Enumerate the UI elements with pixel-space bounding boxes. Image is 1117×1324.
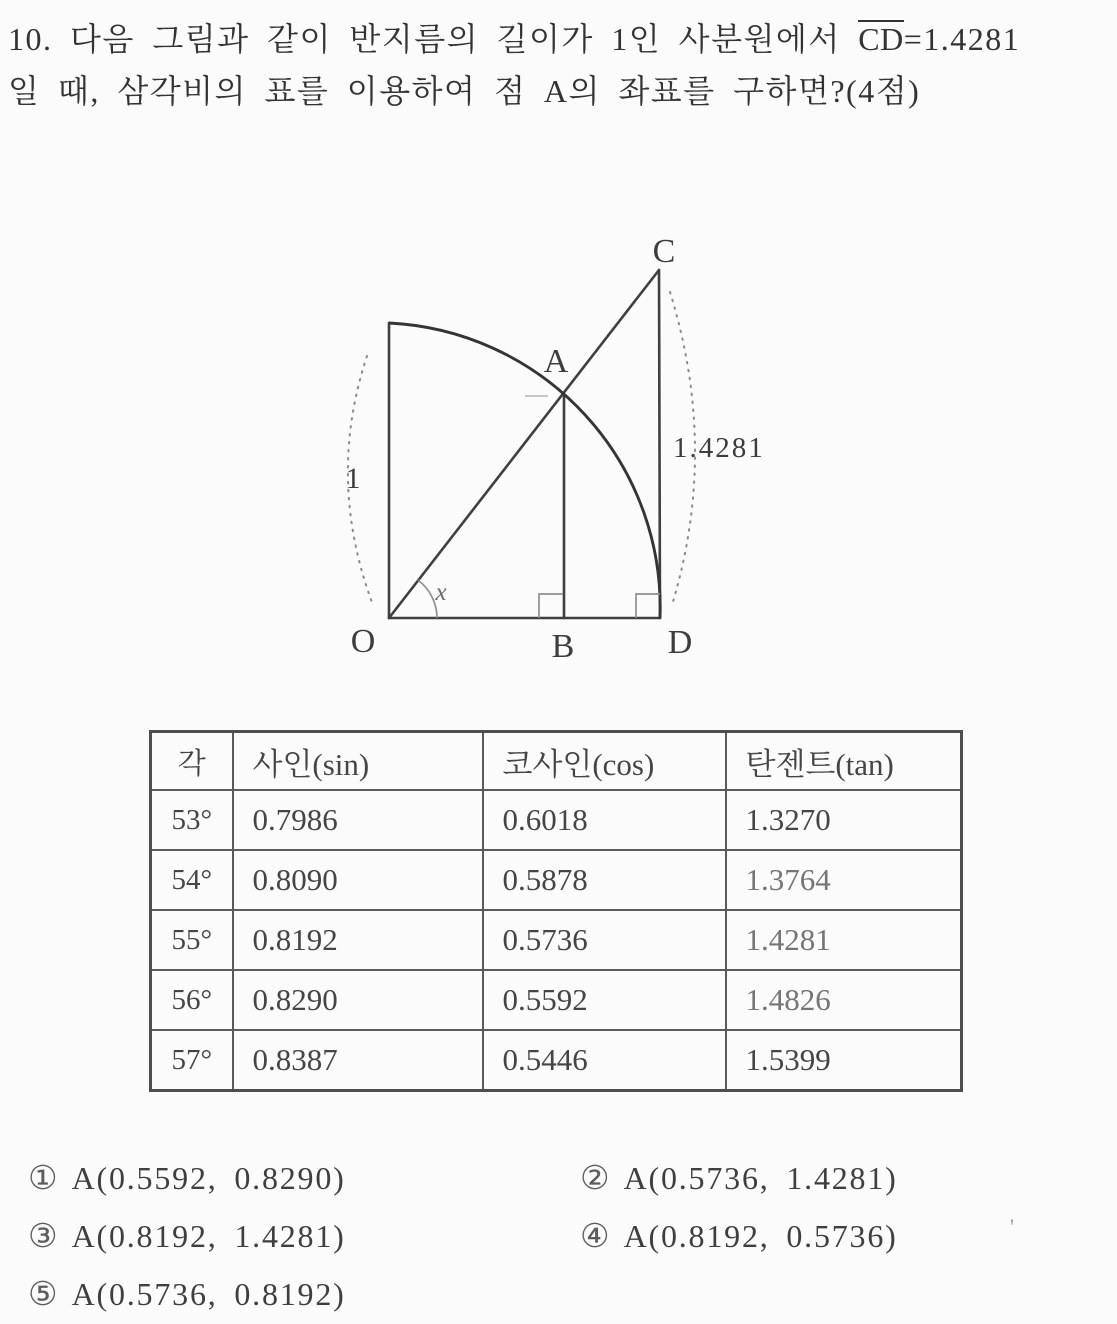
segment-cd-overline: CD [858,21,904,57]
cell-tan: 1.3764 [726,850,962,910]
cd-length-label: 1.4281 [673,432,765,464]
cell-cos: 0.5592 [483,970,726,1030]
question-text-line1 [8,14,1020,60]
choice-5 [28,1274,346,1314]
choice-4-marker: ④ [580,1219,610,1255]
cell-cos: 0.5736 [483,910,726,970]
cell-angle: 55° [151,910,233,970]
quarter-circle-figure [340,225,800,675]
cell-sin: 0.8387 [233,1030,483,1091]
table-row [151,790,962,850]
table-row [151,850,962,910]
question-number-and-text: 10. 다음 그림과 같이 반지름의 길이가 1인 사분원에서 [8,21,841,57]
cell-sin: 0.8090 [233,850,483,910]
cd-value: =1.4281 [903,21,1021,57]
choice-4 [580,1216,898,1256]
segment-DC [659,270,660,618]
cell-angle: 54° [151,850,233,910]
scan-artifact: ' [1010,1214,1014,1239]
cell-cos: 0.5878 [483,850,726,910]
table-header-row [151,732,962,791]
point-label-B: B [551,628,575,665]
point-label-O: O [350,623,376,660]
cell-cos: 0.5446 [483,1030,726,1091]
header-sin: 사인(sin) [233,732,483,791]
cell-sin: 0.8290 [233,970,483,1030]
choice-2 [580,1158,898,1198]
radius-length-label: 1 [345,462,361,495]
cell-angle: 53° [151,790,233,850]
cell-sin: 0.7986 [233,790,483,850]
cell-tan: 1.4826 [726,970,962,1030]
choice-1-marker: ① [28,1161,58,1197]
choice-1 [28,1158,346,1198]
choice-4-text: A(0.8192, 0.5736) [623,1218,898,1254]
quarter-circle-arc [389,323,660,618]
choice-3 [28,1216,346,1256]
point-label-D: D [667,624,693,661]
choice-2-marker: ② [580,1161,610,1197]
cell-angle: 56° [151,970,233,1030]
cell-sin: 0.8192 [233,910,483,970]
right-angle-mark-D [636,594,660,618]
choice-3-marker: ③ [28,1219,58,1255]
question-text-line2: 일 때, 삼각비의 표를 이용하여 점 A의 좌표를 구하면?(4점) [8,73,921,109]
point-label-C: C [652,233,676,270]
cell-angle: 57° [151,1030,233,1091]
segment-OC [389,270,659,618]
choice-5-text: A(0.5736, 0.8192) [71,1276,346,1312]
cell-tan: 1.3270 [726,790,962,850]
trig-ratio-table [149,730,963,1092]
table-row [151,970,962,1030]
angle-x-arc [418,580,437,618]
point-label-A: A [543,343,569,380]
header-cos: 코사인(cos) [483,732,726,791]
choice-3-text: A(0.8192, 1.4281) [71,1218,346,1254]
choice-2-text: A(0.5736, 1.4281) [623,1160,898,1196]
cell-tan: 1.5399 [726,1030,962,1091]
choice-5-marker: ⑤ [28,1277,58,1313]
header-angle: 각 [151,732,233,791]
header-tan: 탄젠트(tan) [726,732,962,791]
table-row [151,910,962,970]
right-angle-mark-B [539,594,563,618]
cell-cos: 0.6018 [483,790,726,850]
cell-tan: 1.4281 [726,910,962,970]
table-row [151,1030,962,1091]
angle-x-label: x [435,579,447,606]
choice-1-text: A(0.5592, 0.8290) [71,1160,346,1196]
